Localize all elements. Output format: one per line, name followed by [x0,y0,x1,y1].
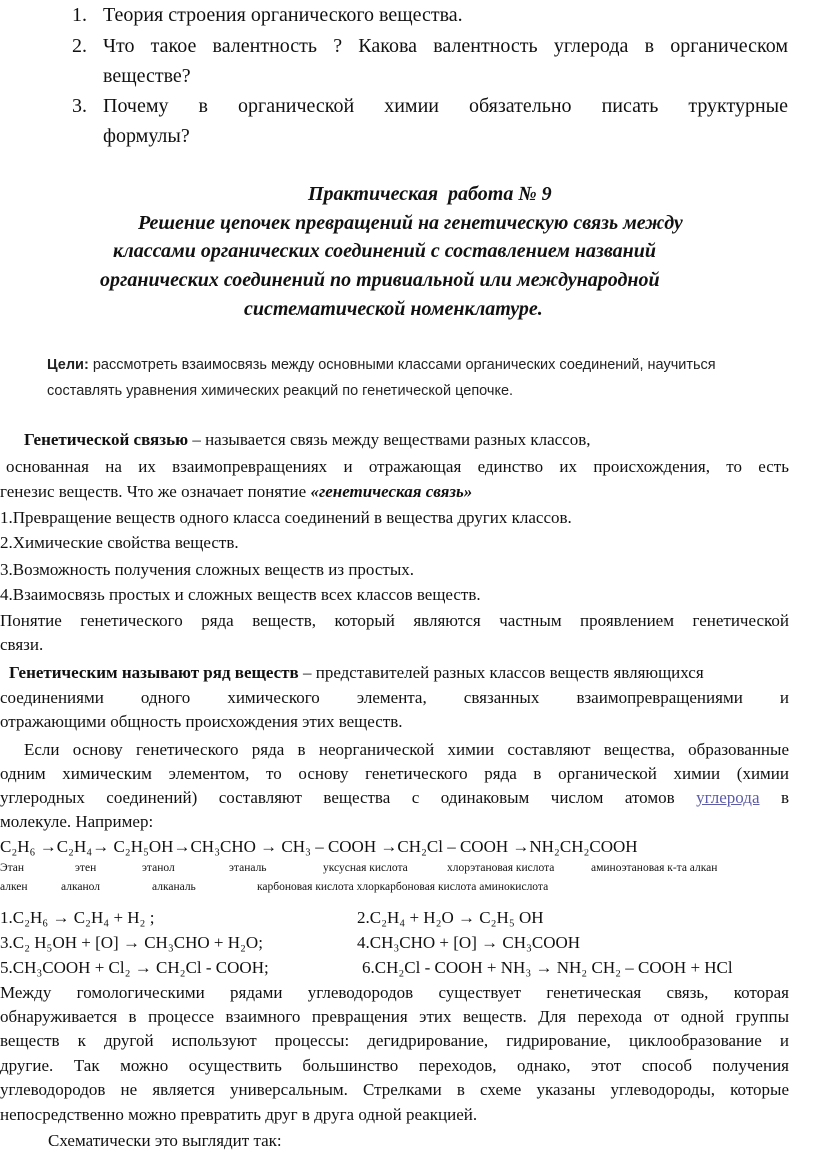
work-title-line: систематической номенклатуре. [244,298,543,320]
reaction-2: 2.C₂H₄ + H₂O → C₂H₅ OH [357,908,544,927]
question-number: 2. [72,35,87,57]
organic-line [0,786,789,811]
genetic-row-term: Генетическим называют ряд веществ [9,663,299,682]
chain-name: алканол [61,881,100,893]
main-text [0,428,789,1155]
organic-line: Если основу генетического ряда в неорганической химии составляют вещества, образованные [24,740,789,759]
definition-line [0,480,789,505]
work-title-line: классами органических соединений с составлением названий [113,240,656,262]
chain-name: этаналь [229,862,267,874]
work-heading: Практическая работа № 9 [308,183,552,205]
chain-formula: C₂H₆ →C₂H₄→ C₂H₅OH→CH₃CHO → CH₃ – COOH →CH₂Cl – COOH →NH₂CH₂COOH [0,837,638,856]
option-item: 1.Превращение веществ одного класса соединений в вещества других классов. [0,508,572,527]
question-number: 3. [72,95,87,117]
chain-name: этанол [142,862,175,874]
goals-label: Цели: [47,357,89,373]
chain-name: Этан [0,862,25,874]
homologous-line: обнаруживается в процессе взаимного превращения этих веществ. Для перехода от одной группы [0,1007,789,1026]
goals-block [47,352,767,404]
question-text: веществе? [103,65,191,87]
chain-names [0,860,789,896]
question-1 [0,0,816,30]
goals-text: составлять уравнения химических реакций по генетической цепочке. [47,383,514,399]
carbon-link[interactable]: углерода [696,788,760,807]
work-title-line: органических соединений по тривиальной или международной [100,269,660,291]
organic-text: в [781,788,790,807]
genetic-row-line: отражающими общность происхождения этих веществ. [0,712,403,731]
question-text: Почему в органической химии обязательно писать труктурные [103,95,788,117]
reaction-5: 5.CH₃COOH + Cl₂ → CH₂Cl - COOH; [0,958,269,977]
question-2 [0,31,816,91]
definition-emphasis: «генетическая связь» [310,482,473,501]
homologous-line: другие. Так можно осуществить большинство переходов, однако, этот способ получения [0,1056,789,1075]
option-item: 3.Возможность получения сложных веществ из простых. [0,560,414,579]
option-item: 4.Взаимосвязь простых и сложных веществ всех классов веществ. [0,585,481,604]
chain-name: этен [75,862,97,874]
definition-line: основанная на их взаимопревращениях и отражающая единство их происхождения, то есть [6,457,789,476]
homologous-line: веществ к другой используют процессы: дегидрирование, гидрирование, циклообразование и [0,1031,789,1050]
work-title-line: Решение цепочек превращений на генетическую связь между [138,212,683,234]
definition-text: генезис веществ. Что же означает понятие [0,482,311,501]
question-3 [0,91,816,151]
concept-line: Понятие генетического ряда веществ, который являются частным проявлением генетической [0,611,789,630]
definition-term: Генетической связью [24,430,189,449]
chain-name: уксусная кислота [323,862,408,874]
reaction-6: 6.CH₂Cl - COOH + NH₃ → NH₂ CH₂ – COOH + HCl [362,958,733,977]
homologous-line: Между гомологическими рядами углеводородов существует генетическая связь, которая [0,983,789,1002]
homologous-line: непосредственно можно превратить друг в друга одной реакцией. [0,1105,478,1124]
question-text: формулы? [103,125,190,147]
question-text: Что такое валентность ? Какова валентность углерода в органическом [103,35,788,57]
genetic-row-line: соединениями одного химического элемента, связанных взаимопревращениями и [0,688,789,707]
reaction-4: 4.CH₃CHO + [O] → CH₃COOH [357,933,581,952]
option-item: 2.Химические свойства веществ. [0,533,239,552]
chain-name: аминоэтановая к-та алкан [591,862,718,874]
reaction-1: 1.C₂H₆ → C₂H₄ + H₂ ; [0,908,155,927]
goals-text: рассмотреть взаимосвязь между основными классами органических соединений, научиться [88,357,716,373]
genetic-row-line [9,661,789,686]
organic-line: молекуле. Например: [0,812,154,831]
scheme-label: Схематически это выглядит так: [48,1131,282,1150]
organic-text: углеродных соединений) составляют вещества с одинаковым числом атомов [0,788,675,807]
chain-name: карбоновая кислота хлоркарбоновая кислота аминокислота [257,881,549,893]
question-text: Теория строения органического вещества. [103,4,463,26]
genetic-row-text: – представителей разных классов веществ являющихся [298,663,704,682]
chain-name: алканаль [152,881,196,893]
reaction-3: 3.C₂ H₅OH + [O] → CH₃CHO + H₂O; [0,933,263,952]
homologous-line: углеводородов не является универсальным. Стрелками в схеме указаны углеводороды, которые [0,1080,789,1099]
organic-line: одним химическим элементом, то основу генетического ряда в органической химии (химии [0,764,789,783]
definition-line [24,428,789,453]
question-number: 1. [72,4,87,26]
concept-line: связи. [0,635,44,654]
definition-text: – называется связь между веществами разных классов, [188,430,591,449]
chain-name: алкен [0,881,28,893]
chain-name: хлорэтановая кислота [447,862,555,874]
